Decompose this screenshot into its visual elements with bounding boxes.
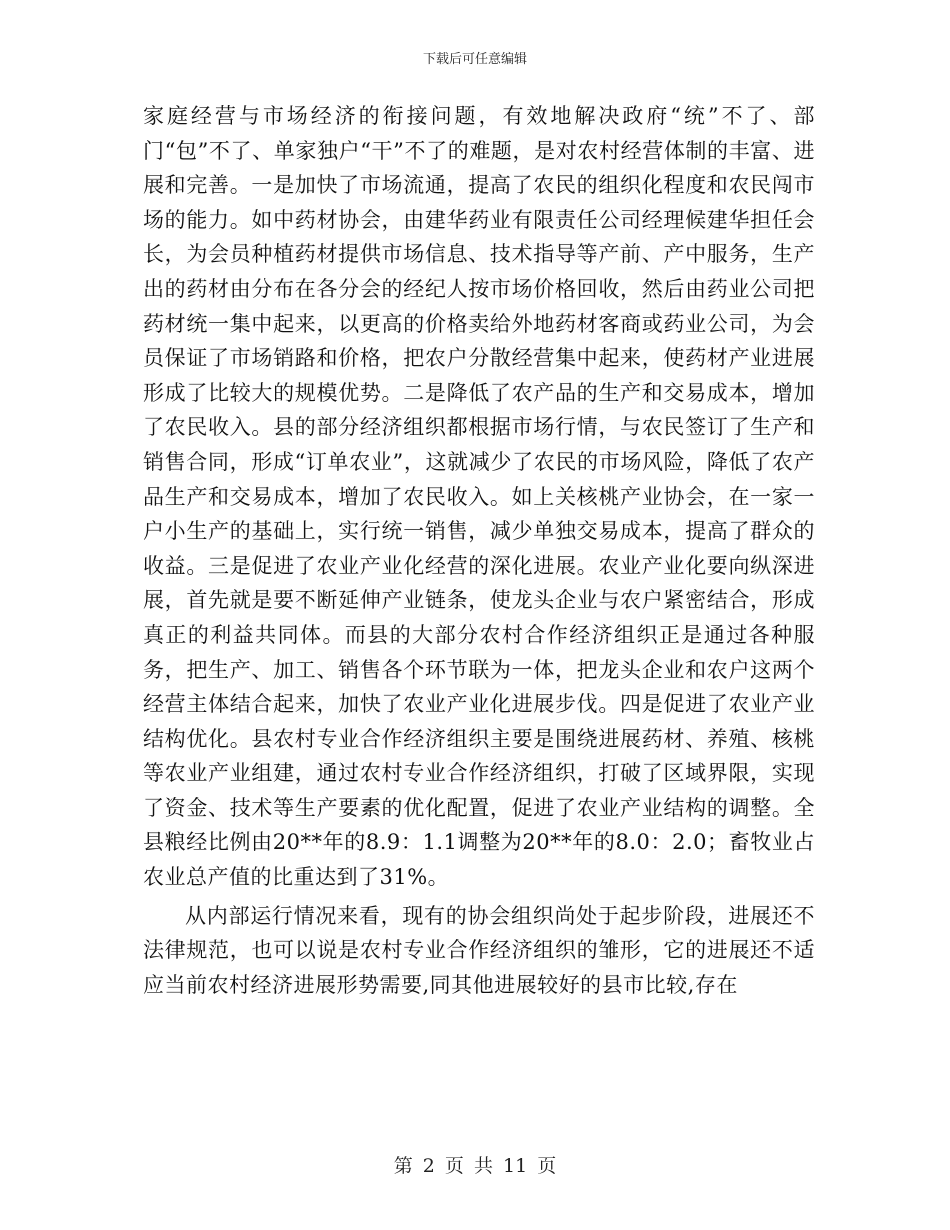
- paragraph-continued: 家庭经营与市场经济的衔接问题，有效地解决政府“统”不了、部门“包”不了、单家独户“干”不了的难题，是对农村经营体制的丰富、进展和完善。一是加快了市场流通，提高了农民的组织化程度和农民闯市场的能力。如中药材协会，由建华药业有限责任公司经理候建华担任会长，为会员种植药材提供市场信息、技术指导等产前、产中服务，生产出的药材由分布在各分会的经纪人按市场价格回收，然后由药业公司把药材统一集中起来，以更高的价格卖给外地药材客商或药业公司，为会员保证了市场销路和价格，把农户分散经营集中起来，使药材产业进展形成了比较大的规模优势。二是降低了农产品的生产和交易成本，增加了农民收入。县的部分经济组织都根据市场行情，与农民签订了生产和销售合同，形成“订单农业”，这就减少了农民的市场风险，降低了农产品生产和交易成本，增加了农民收入。如上关核桃产业协会，在一家一户小生产的基础上，实行统一销售，减少单独交易成本，提高了群众的收益。三是促进了农业产业化经营的深化进展。农业产业化要向纵深进展，首先就是要不断延伸产业链条，使龙头企业与农户紧密结合，形成真正的利益共同体。而县的大部分农村合作经济组织正是通过各种服务，把生产、加工、销售各个环节联为一体，把龙头企业和农户这两个经营主体结合起来，加快了农业产业化进展步伐。四是促进了农业产业结构优化。县农村专业合作经济组织主要是围绕进展药材、养殖、核桃等农业产业组建，通过农村专业合作经济组织，打破了区域界限，实现了资金、技术等生产要素的优化配置，促进了农业产业结构的调整。全县粮经比例由20**年的8.9：1.1调整为20**年的8.0：2.0；畜牧业占农业总产值的比重达到了31%。: [143, 104, 815, 890]
- page-number: 第 2 页 共 11 页: [393, 1155, 557, 1177]
- page-header: 下载后可任意编辑: [422, 52, 527, 67]
- document-body: [143, 99, 815, 1002]
- paragraph-internal-operation: 从内部运行情况来看，现有的协会组织尚处于起步阶段，进展还不法律规范，也可以说是农村专业合作经济组织的雏形，它的进展还不适应当前农村经济进展形势需要,同其他进展较好的县市比较,存在: [143, 903, 815, 997]
